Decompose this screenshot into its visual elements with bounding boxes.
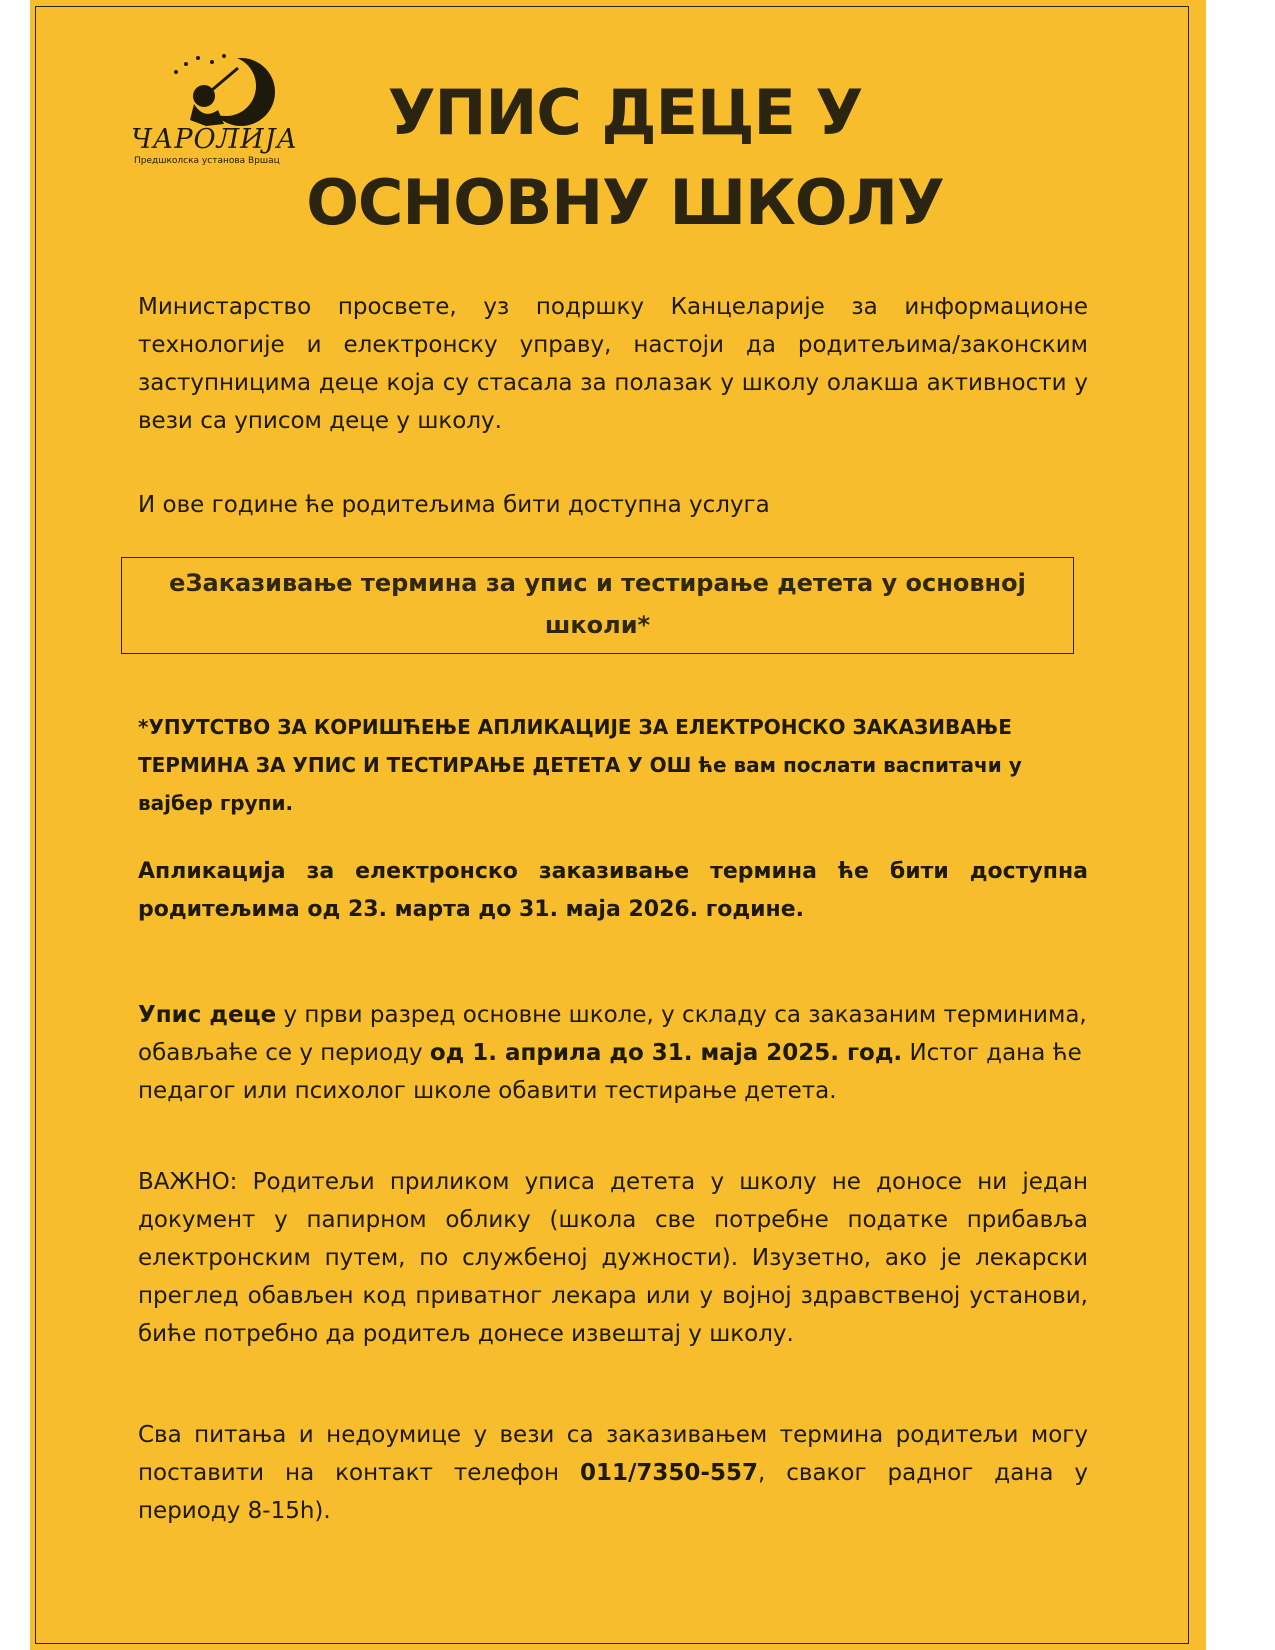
- intro-paragraph: Министарство просвете, уз подршку Канцеларије за информационе технологије и електронску управу, настоји да родитељима/законским заступницима деце која су стасала за полазак у школу олакша активности у вези са уписом деце у школу.: [138, 294, 1088, 434]
- contact-phone: 011/7350-557: [580, 1460, 758, 1486]
- document-page: [30, 0, 1206, 1650]
- instructions-paragraph: *УПУТСТВО ЗА КОРИШЋЕЊЕ АПЛИКАЦИЈЕ ЗА ЕЛЕКТРОНСКО ЗАКАЗИВАЊЕ ТЕРМИНА ЗА УПИС И ТЕСТИРАЊЕ ДЕТЕТА У ОШ ће вам послати васпитачи у вајбер групи.: [138, 715, 1022, 815]
- enrollment-text-1: у први разред основне школе, у складу са заказаним терминима, обављаће се у периоду: [138, 1002, 1087, 1066]
- important-text: Родитељи приликом уписа детета у школу не доносе ни један документ у папирном облику (школа све потребне податке прибавља електронским путем, по службеној дужности). Изузетно, ако је лекарски преглед обављен код приватног лекара или у војној здравственој установи, биће потребно да родитељ донесе извештај у школу.: [138, 1169, 1088, 1347]
- contact-text-2: , сваког радног дана у периоду 8-15h).: [138, 1460, 1088, 1524]
- important-paragraph: [138, 1163, 1088, 1353]
- page-title-line-1: УПИС ДЕЦЕ У: [387, 76, 863, 149]
- logo-name: ЧАРОЛИЈА: [131, 124, 298, 155]
- service-intro-paragraph: И ове године ће родитељима бити доступна услуга: [138, 492, 770, 518]
- service-box: еЗаказивање термина за упис и тестирање детета у основној школи*: [121, 557, 1074, 654]
- enrollment-lead: Упис деце: [138, 1002, 277, 1028]
- enrollment-text-2: Истог дана ће педагог или психолог школе обавити тестирање детета.: [138, 1040, 1082, 1104]
- enrollment-paragraph: [138, 996, 1088, 1110]
- contact-paragraph: [138, 1416, 1088, 1530]
- logo-subtitle: Предшколска установа Вршац: [134, 156, 280, 166]
- enrollment-period: од 1. априла до 31. маја 2025. год.: [429, 1040, 903, 1066]
- page-border: [35, 6, 1189, 1644]
- availability-paragraph: Апликација за електронско заказивање термина ће бити доступна родитељима од 23. марта до 31. маја 2026. године.: [138, 859, 1088, 922]
- page-title-line-2: ОСНОВНУ ШКОЛУ: [306, 166, 944, 239]
- contact-text-1: Сва питања и недоумице у вези са заказивањем термина родитељи могу поставити на контакт телефон: [138, 1422, 1088, 1486]
- important-label: ВАЖНО:: [138, 1169, 238, 1195]
